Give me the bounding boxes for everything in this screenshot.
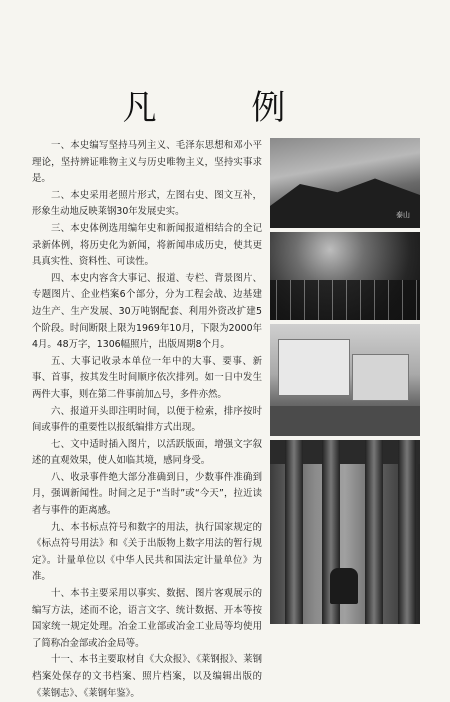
city-lights (270, 280, 420, 320)
building-side (352, 354, 409, 401)
building-main (278, 339, 350, 396)
paragraph: 二、本史采用老照片形式，左图右史、图文互补，形象生动地反映莱钢30年发展史实。 (32, 189, 262, 218)
page-title: 凡 例 (122, 88, 328, 128)
photo-pavilion (270, 440, 420, 624)
paragraph: 一、本史编写坚持马列主义、毛泽东思想和邓小平理论，坚持辨证唯物主义与历史唯物主义，坚持实事求是。 (32, 140, 262, 185)
street (270, 406, 420, 436)
paragraph: 六、报道开头即注明时间，以便于检索，排序按时间或事件的重要性以报纸编排方式出现。 (32, 405, 262, 434)
photo-caption: 泰山 (396, 211, 410, 219)
pillar (365, 440, 383, 624)
photo-sculpture (270, 138, 420, 228)
paragraph: 九、本书标点符号和数字的用法，执行国家规定的《标点符号用法》和《关于出版物上数字用法的暂行规定》。计量单位以《中华人民共和国法定计量单位》为准。 (32, 521, 262, 583)
paragraph: 四、本史内容含大事记、报道、专栏、背景图片、专题图片、企业档案6个部分，分为工程会战、边基建边生产、生产发展、30万吨钢配套、利用外资改扩建5个阶段。时间断限上限为1969年10月，下限为2000年4月。48万字，1306幅照片，出版周期8个月。 (32, 272, 262, 351)
body-text (32, 138, 262, 702)
paragraph: 八、收录事件绝大部分准确到日，少数事件准确到月，强调新闻性。时间之足于“当时”或“今天”，拉近读者与事件的距离感。 (32, 471, 262, 517)
people-figures (330, 568, 358, 604)
photo-night-city (270, 232, 420, 320)
pillar (398, 440, 416, 624)
pillar (285, 440, 303, 624)
paragraph: 七、文中适时插入图片，以活跃版面，增强文字叙述的直观效果，使人如临其境，感同身受。 (32, 438, 262, 467)
photo-column (270, 138, 420, 628)
paragraph: 十一、本书主要取材自《大众报》、《莱钢报》、莱钢档案处保存的文书档案、照片档案，以及编辑出版的《莱钢志》、《莱钢年鉴》。 (32, 654, 262, 699)
paragraph: 三、本史体例选用编年史和新闻报道相结合的全记录新体例，将历史化为新闻，将新闻串成历史，使其更具真实性、资料性、可读性。 (32, 222, 262, 268)
paragraph: 十、本书主要采用以事实、数据、图片客观展示的编写方法，述而不论，语言文字、统计数据、开本等按国家统一规定处理。冶金工业部或冶金工业局等均使用了简称冶金部或冶金局等。 (32, 588, 262, 649)
photo-building (270, 324, 420, 436)
paragraph: 五、大事记收录本单位一年中的大事、要事、新事、首事，按其发生时间顺序依次排列。如一日中发生两件大事，则在第二件事前加△号，多件亦然。 (32, 355, 262, 400)
